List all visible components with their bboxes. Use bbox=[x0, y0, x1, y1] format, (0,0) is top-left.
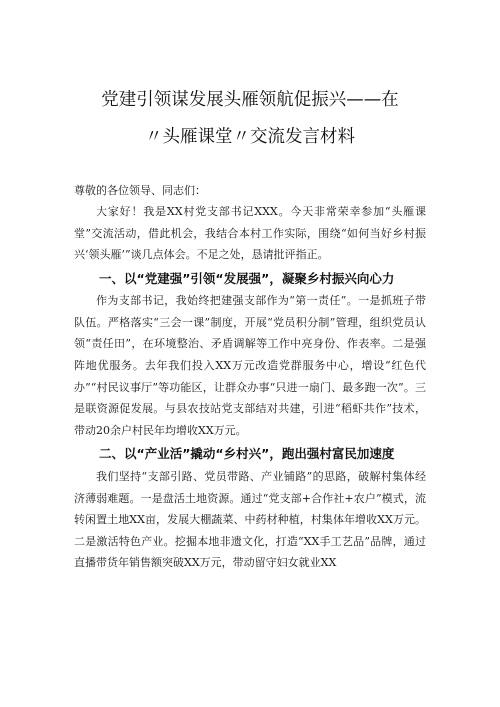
section-2-heading: 二、以“产业活”撬动“乡村兴”，跑出强村富民加速度 bbox=[99, 446, 395, 462]
intro-paragraph: 大家好！我是XX村党支部书记XXX。今天非常荣幸参加“头雁课堂”交流活动，借此机会，我结合本村工作实际，围绕“如何当好乡村振兴‘领头雁’”谈几点体会。不足之处，恳请批评指正。 bbox=[74, 205, 426, 262]
document-title-line1: 党建引领谋发展头雁领航促振兴——在 bbox=[101, 90, 399, 110]
section-1-heading: 一、以“党建强”引领“发展强”，凝聚乡村振兴向心力 bbox=[99, 270, 395, 286]
section-2-body: 我们坚持“支部引路、党员带路、产业铺路”的思路，破解村集体经济薄弱难题。一是盘活土地资源。通过“党支部+合作社+农户”模式，流转闲置土地XX亩，发展大棚蔬菜、中药材种植，村集体年增收XX万元。二是激活特色产业。挖掘本地非遗文化，打造“XX手工艺品”品牌，通过直播带货年销售额突破XX万元，带动留守妇女就业XX bbox=[74, 469, 426, 570]
greeting: 尊敬的各位领导、同志们： bbox=[74, 184, 206, 197]
document-title-line2: 〃头雁课堂〃交流发言材料 bbox=[145, 127, 355, 147]
section-1-body: 作为支部书记，我始终把建强支部作为“第一责任”。一是抓班子带队伍。严格落实“三会一课”制度，开展“党员积分制”管理，组织党员认领“责任田”，在环境整治、矛盾调解等工作中亮身份、作表率。二是强阵地优服务。去年我们投入XX万元改造党群服务中心，增设“红色代办”“村民议事厅”等功能区，让群众办事“只进一扇门、最多跑一次”。三是联资源促发展。与县农技站党支部结对共建，引进“稻虾共作”技术，带动20余户村民年均增收XX万元。 bbox=[74, 294, 426, 437]
